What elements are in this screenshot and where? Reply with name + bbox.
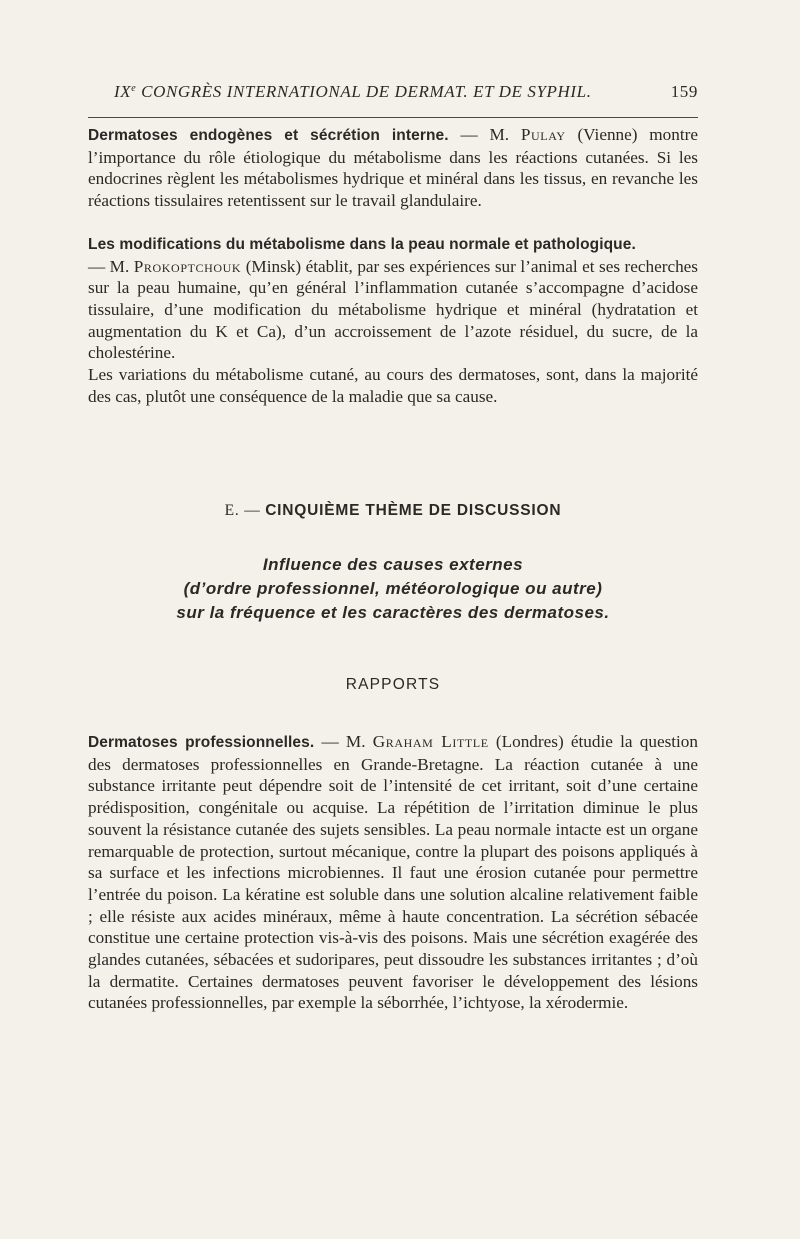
theme-subtitle <box>88 553 698 625</box>
section-heading-professional: Dermatoses professionnelles. <box>88 734 315 751</box>
paragraph-metabolism-variations: Les variations du métabolisme cutané, au cours des dermatoses, sont, dans la majorité des cas, plutôt une conséquence de la maladie que sa cause. <box>88 365 698 406</box>
theme-subtitle-line-1: Influence des causes externes <box>262 555 524 574</box>
section-heading-metabolism: Les modifications du métabolisme dans la peau normale et pathologique. <box>88 235 636 253</box>
theme-subtitle-line-2: (d’ordre professionnel, météorologique ou autre) <box>183 579 603 598</box>
author-prokoptchouk: Prokoptchouk <box>133 256 242 276</box>
paragraph-metabolism: Les modifications du métabolisme dans la peau normale et pathologique. — M. Prokoptchouk (Minsk) établit, par ses expériences sur l’animal et ses recherches sur la peau humaine, qu’en général l’inflammation cutanée s’accompagne d’acidose tissulaire, d’une modification du métabolisme hydrique et minéral (hydratation et augmentation du K et Ca), d’un accroissement de l’azote résiduel, du sucre, de la cholestérine. <box>88 235 698 363</box>
paragraph-professional: Dermatoses professionnelles. — M. Graham Little (Londres) étudie la question des dermatoses professionnelles en Grande-Bretagne. La réaction cutanée à une substance irritante peut dépendre soit de l’intensité de cet irritant, soit d’une certaine prédisposition, congénitale ou acquise. La répétition de l’irritation diminue le plus souvent la résistance cutanée des sujets sensibles. La peau normale intacte est un organe remarquable de protection, surtout mécanique, contre la plupart des poisons appliqués à sa surface et les infections microbiennes. Il faut une érosion cutanée pour permettre l’entrée du poison. La kératine est soluble dans une solution alcaline relativement faible ; elle résiste aux acides minéraux, même à haute concentration. La sécrétion sébacée constitue une certaine protection vis-à-vis des poisons. Mais une sécrétion exagérée des glandes cutanées, sébacées et sudoripares, peut dissoudre les substances irritantes ; d’où la dermatite. Certaines dermatoses peuvent favoriser le développement des lésions cutanées professionnelles, par exemple la séborrhée, l’ichtyose, la xérodermie. <box>88 732 698 1013</box>
body-text-upper <box>88 124 698 407</box>
theme-subtitle-line-3: sur la fréquence et les caractères des dermatoses. <box>176 603 610 622</box>
rapports-heading: RAPPORTS <box>345 676 441 693</box>
section-heading-endocrine: Dermatoses endogènes et sécrétion interne. <box>88 127 449 144</box>
author-pulay: Pulay <box>520 125 566 144</box>
header-rule <box>88 117 698 118</box>
page-number: 159 <box>670 82 698 101</box>
author-graham-little: Graham Little <box>372 732 489 751</box>
running-head-title: IXe CONGRÈS INTERNATIONAL DE DERMAT. ET DE SYPHIL. <box>114 82 592 101</box>
paragraph-endocrine: Dermatoses endogènes et sécrétion interne. — M. Pulay (Vienne) montre l’importance du rôle étiologique du métabolisme dans les réactions cutanées. Si les endocrines règlent les métabolismes hydrique et minéral dans les tissus, en revanche les réactions tissulaires retentissent sur le travail glandulaire. <box>88 125 698 211</box>
theme-heading: E. — CINQUIÈME THÈME DE DISCUSSION <box>224 502 562 519</box>
body-text-lower <box>88 731 698 1014</box>
